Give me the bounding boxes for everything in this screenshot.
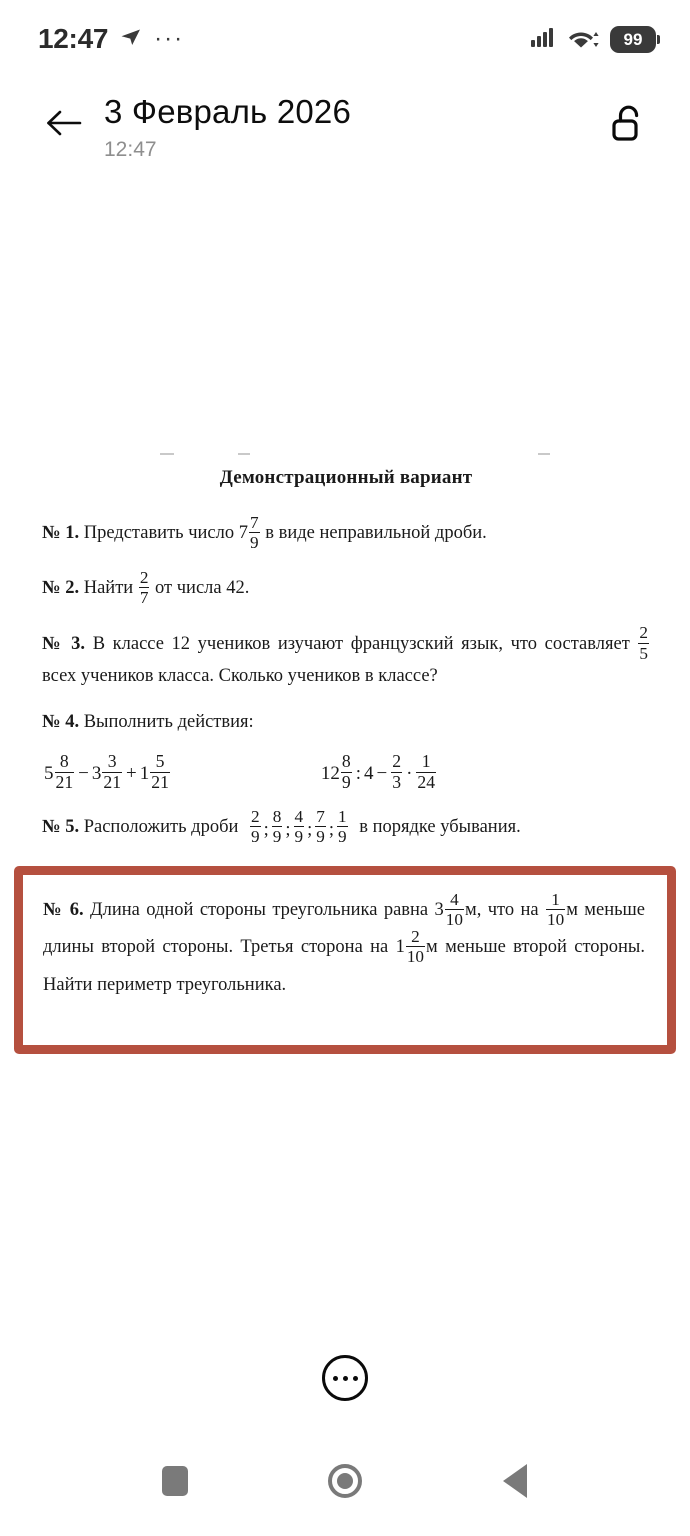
problem-5-text-before: Расположить дроби	[83, 817, 239, 838]
fraction-numerator: 2	[139, 568, 149, 588]
problem-6-segment-3: м меньше длины второй стороны. Третья сторона на 1	[43, 900, 645, 958]
status-bar-left	[38, 23, 184, 55]
fraction-numerator: 8	[272, 806, 282, 826]
problem-5-text-after: в порядке убывания.	[359, 817, 521, 838]
problem-2-number: № 2.	[42, 578, 80, 599]
problem-6-fraction-1	[445, 891, 464, 928]
problem-4-number: № 4.	[42, 711, 80, 732]
dot	[333, 1376, 338, 1381]
problem-1-fraction	[249, 514, 260, 551]
recents-square-icon	[162, 1466, 188, 1496]
operator-minus: −	[376, 762, 388, 784]
back-arrow-icon	[44, 107, 86, 144]
problem-6-segment-2: м, что на	[464, 900, 539, 920]
problem-6-number: № 6.	[43, 900, 84, 920]
fraction-denominator: 21	[55, 771, 74, 792]
fraction	[150, 753, 170, 791]
mixed-number	[91, 751, 123, 793]
fraction	[341, 753, 352, 791]
system-back-button[interactable]	[483, 1449, 547, 1513]
fraction-numerator: 4	[294, 806, 304, 826]
problem-3-fraction	[638, 624, 649, 661]
fraction-denominator: 9	[316, 826, 325, 846]
fraction-numerator: 3	[107, 751, 117, 772]
fraction-denominator: 10	[445, 909, 463, 929]
fraction-numerator: 1	[551, 889, 560, 909]
fraction-denominator: 3	[392, 771, 402, 792]
fraction	[416, 753, 436, 791]
status-bar	[0, 0, 690, 78]
problem-6-segment-4: м меньше второй стороны. Найти периметр треугольника.	[43, 937, 645, 995]
problem-6-fraction-3	[406, 928, 425, 965]
whole-part: 1	[139, 762, 150, 784]
problem-2-text-before: Найти	[83, 578, 134, 599]
fraction	[55, 753, 75, 791]
scan-artifact-mark	[238, 453, 250, 455]
fraction-separator: ;	[263, 819, 269, 840]
fraction-denominator: 9	[251, 826, 260, 846]
whole-part: 5	[44, 762, 54, 784]
problem-3-text-before: В классе 12 учеников изучают французский язык, что составляет	[92, 633, 630, 654]
header-title-block	[104, 92, 600, 162]
telegram-paper-plane-icon	[119, 25, 143, 54]
fraction-separator: ;	[328, 819, 334, 840]
unlocked-padlock-icon	[608, 103, 648, 154]
fraction-denominator: 10	[547, 909, 565, 929]
problem-2	[42, 570, 650, 607]
fraction-numerator: 2	[411, 927, 420, 947]
problem-5-number: № 5.	[42, 817, 80, 838]
status-bar-clock: 12:47	[38, 23, 109, 54]
problem-5-fraction-list	[249, 806, 349, 846]
fraction-numerator: 2	[639, 623, 649, 643]
fraction-denominator: 21	[103, 771, 122, 792]
document-heading: Демонстрационный вариант	[219, 467, 473, 488]
operator-divide: :	[355, 762, 362, 784]
fraction-separator: ;	[285, 819, 291, 840]
fraction	[102, 753, 122, 791]
page-title: 3 Февраль 2026	[104, 93, 352, 130]
problem-4-expression-2	[320, 751, 437, 793]
dot	[343, 1376, 348, 1381]
fraction-numerator: 7	[250, 512, 259, 532]
problem-5	[42, 806, 650, 846]
dot	[353, 1376, 358, 1381]
fraction-denominator: 10	[406, 947, 425, 967]
fraction-denominator: 9	[337, 826, 347, 846]
status-overflow-icon: ···	[154, 24, 185, 52]
problem-5-fraction	[337, 808, 348, 845]
problem-3-text-after: всех учеников класса. Сколько учеников в классе?	[42, 666, 438, 687]
battery-indicator	[610, 26, 656, 53]
home-circle-icon	[328, 1464, 362, 1498]
operator-minus: −	[78, 762, 89, 784]
fraction-numerator: 1	[337, 806, 347, 826]
operator-multiply: ·	[406, 762, 413, 784]
problem-1	[42, 512, 650, 552]
problem-6-segment-1: Длина одной стороны треугольника равна 3	[90, 900, 444, 920]
whole-part: 12	[320, 762, 340, 784]
problem-6-highlight-box	[14, 866, 676, 1054]
fraction-denominator: 24	[417, 771, 436, 792]
problem-6-fraction-2	[546, 891, 565, 928]
fraction-denominator: 9	[341, 771, 351, 792]
problem-4	[42, 709, 650, 737]
problem-6	[23, 875, 667, 1003]
fraction-numerator: 2	[251, 806, 260, 826]
app-header	[0, 92, 690, 197]
operand-4: 4	[364, 762, 374, 784]
problem-4-text: Выполнить действия:	[83, 711, 254, 732]
scan-artifact-mark	[160, 453, 174, 455]
mixed-number	[320, 751, 353, 793]
cellular-signal-icon	[530, 25, 558, 54]
mixed-number	[139, 751, 171, 793]
fraction-denominator: 9	[250, 532, 259, 552]
fraction-numerator: 4	[450, 889, 459, 909]
fraction-denominator: 5	[639, 643, 649, 663]
battery-level-label: 99	[623, 29, 643, 49]
fraction-denominator: 7	[139, 588, 149, 608]
fraction-numerator: 7	[316, 806, 325, 826]
problem-2-text-after: от числа 42.	[155, 578, 250, 599]
problem-1-text-before: Представить число 7	[83, 522, 248, 543]
problem-5-fraction	[315, 808, 326, 845]
problem-2-fraction	[139, 569, 150, 606]
document-text-body	[0, 467, 690, 864]
problem-4-expression-1	[44, 751, 171, 793]
lock-toggle-button[interactable]	[600, 100, 656, 156]
fraction-numerator: 8	[59, 751, 69, 772]
fraction-separator: ;	[307, 819, 313, 840]
more-options-icon	[333, 1376, 358, 1381]
whole-part: 3	[91, 762, 102, 784]
problem-4-expressions	[42, 751, 650, 793]
home-inner-dot	[337, 1473, 353, 1489]
fraction-numerator: 2	[392, 751, 402, 772]
mixed-number	[44, 751, 75, 793]
problem-3-number: № 3.	[42, 633, 86, 654]
home-button[interactable]	[313, 1449, 377, 1513]
fraction-numerator: 5	[155, 751, 165, 772]
more-options-button[interactable]	[322, 1355, 368, 1401]
scan-artifact-mark	[538, 453, 550, 455]
back-triangle-icon	[503, 1464, 527, 1498]
operator-plus: +	[126, 762, 137, 784]
status-bar-right	[530, 25, 656, 54]
problem-1-text-after: в виде неправильной дроби.	[265, 522, 487, 543]
page-subtitle-time: 12:47	[104, 137, 157, 161]
fraction-numerator: 8	[341, 751, 351, 772]
fraction-denominator: 9	[272, 826, 282, 846]
fraction-numerator: 1	[421, 751, 431, 772]
problem-3	[42, 623, 650, 691]
problem-5-fraction	[294, 808, 305, 845]
fraction-denominator: 9	[294, 826, 304, 846]
back-button[interactable]	[38, 98, 92, 152]
android-navigation-bar	[0, 1426, 690, 1536]
fraction	[391, 753, 402, 791]
wifi-icon	[568, 25, 600, 54]
document-page[interactable]	[0, 205, 690, 1335]
problem-5-fraction	[250, 808, 261, 845]
problem-5-fraction	[272, 808, 283, 845]
fraction-denominator: 21	[151, 771, 169, 792]
problem-1-number: № 1.	[42, 522, 80, 543]
scan-artifacts	[0, 453, 690, 461]
recents-button[interactable]	[143, 1449, 207, 1513]
